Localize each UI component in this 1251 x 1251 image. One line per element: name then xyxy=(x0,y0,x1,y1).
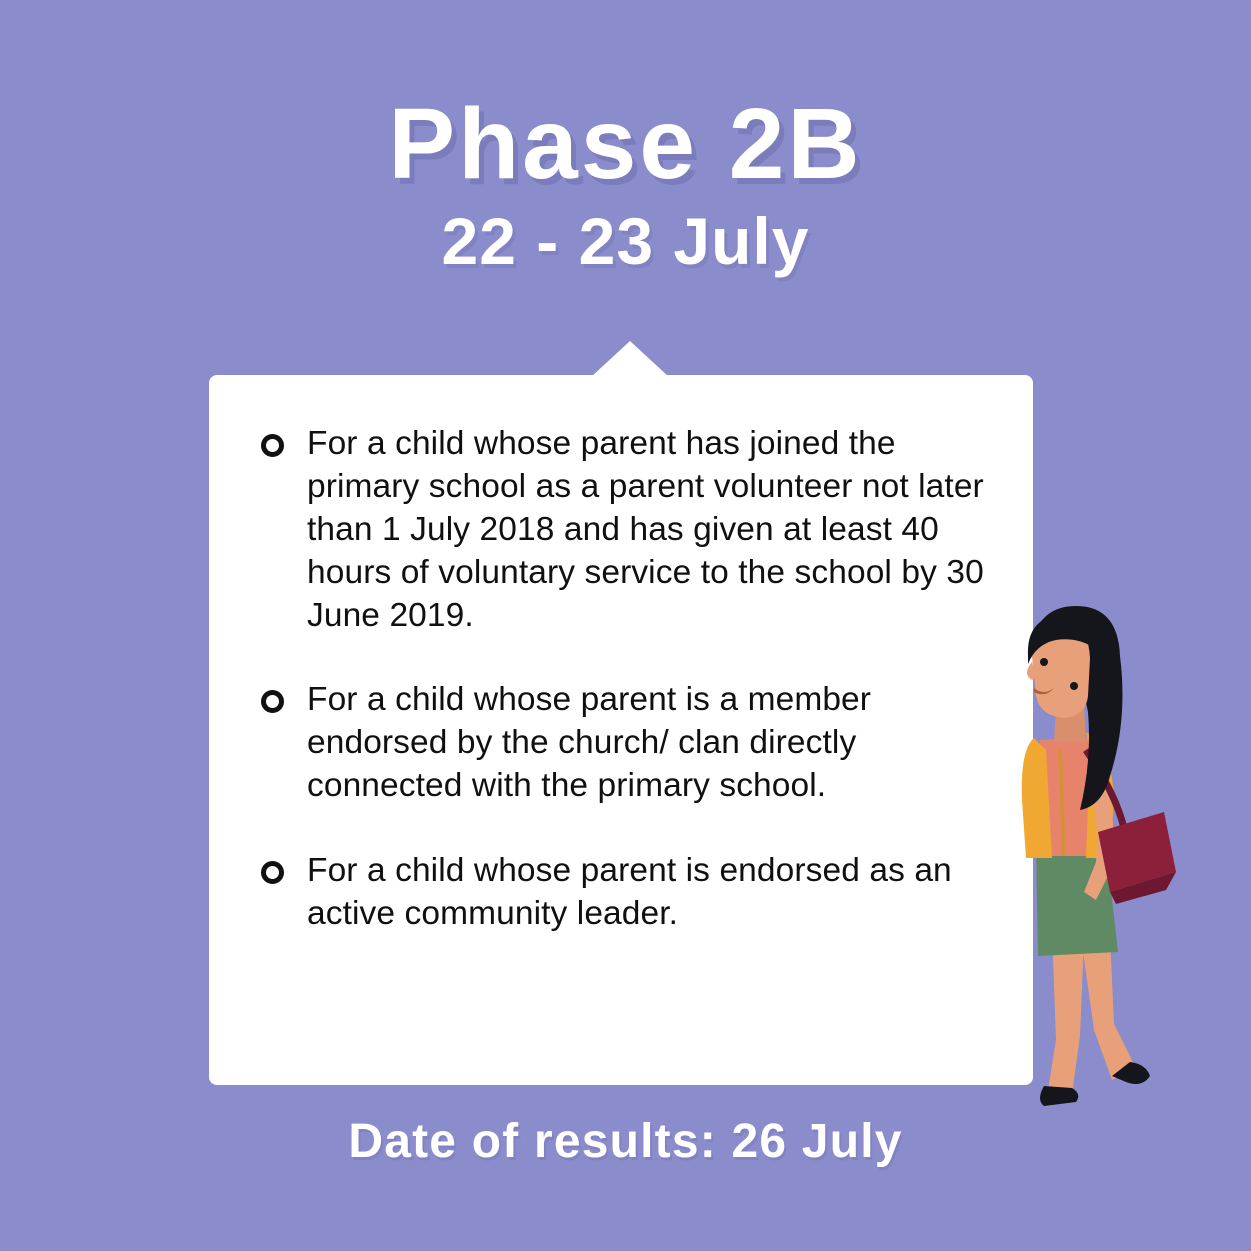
bullet-circle-icon xyxy=(261,861,284,884)
list-item xyxy=(253,423,993,637)
list-item xyxy=(253,850,993,936)
bullet-circle-icon xyxy=(261,434,284,457)
poster-header xyxy=(0,88,1251,278)
results-date-footer: Date of results: 26 July xyxy=(348,1115,903,1168)
bullet-circle-icon xyxy=(261,690,284,713)
page-title: Phase 2B xyxy=(388,88,863,200)
woman-walking-illustration xyxy=(960,600,1190,1120)
speech-bubble-pointer xyxy=(591,341,669,377)
criteria-list xyxy=(253,423,993,936)
list-item-text: For a child whose parent is endorsed as an active community leader. xyxy=(307,852,952,932)
list-item-text: For a child whose parent is a member endorsed by the church/ clan directly connected with the primary school. xyxy=(307,681,872,805)
date-range-subtitle: 22 - 23 July xyxy=(441,204,810,278)
criteria-card xyxy=(209,375,1033,1085)
list-item-text: For a child whose parent has joined the primary school as a parent volunteer not later than 1 July 2018 and has given at least 40 hours of voluntary service to the school by 30 June 2019. xyxy=(307,425,984,634)
list-item xyxy=(253,679,993,808)
